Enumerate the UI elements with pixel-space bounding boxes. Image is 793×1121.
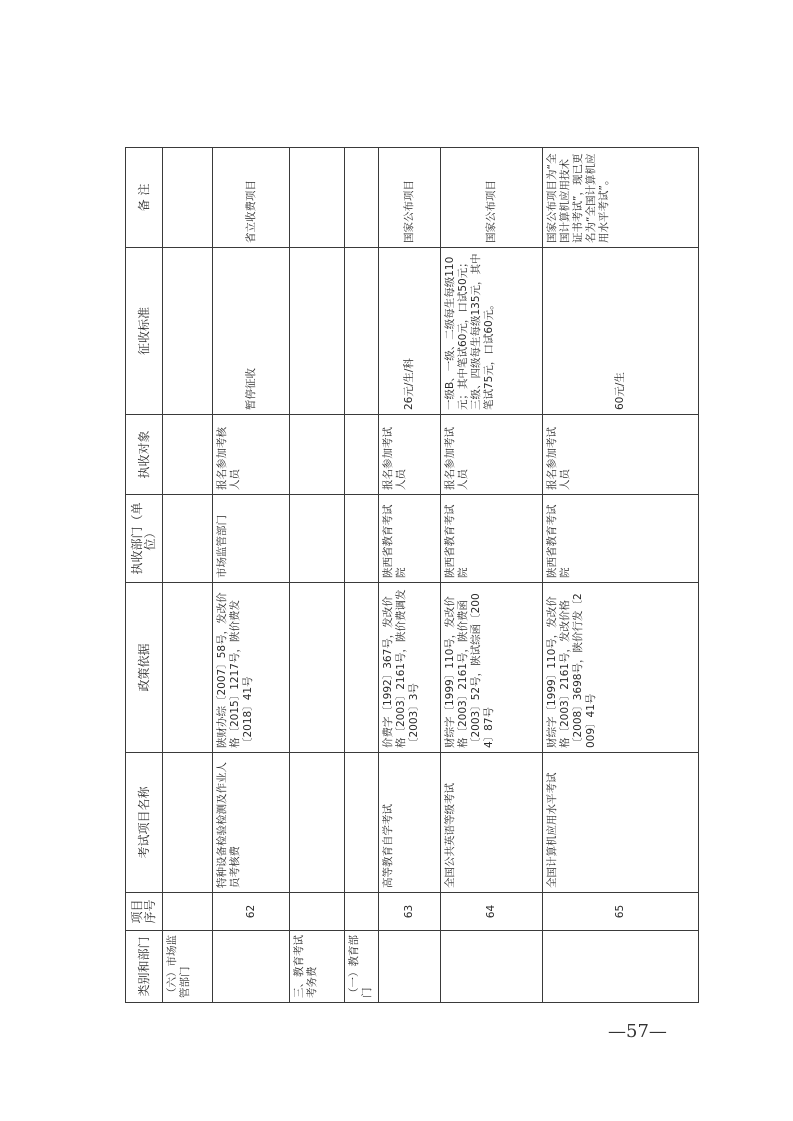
cell-seq: 63 [379,893,441,931]
table-row [379,148,441,1003]
cell-target [290,415,345,495]
cell-category [379,931,441,1003]
cell-standard: 一级B、一级、二级每生每级110元；其中笔试60元，口试50元；三级、四级每生每级135元，其中笔试75元，口试60元。 [441,248,543,415]
cell-standard [163,248,213,415]
cell-remark [290,148,345,248]
cell-dept: 市场监管部门 [213,495,290,583]
cell-category [441,931,543,1003]
header-name: 考试项目名称 [126,753,163,893]
cell-standard: 60元/生 [543,248,699,415]
table-row [345,148,379,1003]
cell-basis: 陕财办综〔2007〕58号，发改价格〔2015〕1217号，陕价费发〔2018〕41号 [213,583,290,753]
table-row [543,148,699,1003]
header-dept: 执收部门（单位） [126,495,163,583]
rotated-table-container [125,148,698,1003]
cell-category [213,931,290,1003]
header-target: 执收对象 [126,415,163,495]
header-basis: 政策依据 [126,583,163,753]
cell-target: 报名参加考试人员 [379,415,441,495]
cell-standard: 26元/生/科 [379,248,441,415]
cell-dept [290,495,345,583]
cell-remark [163,148,213,248]
cell-target: 报名参加考核人员 [213,415,290,495]
cell-name: 全国计算机应用水平考试 [543,753,699,893]
cell-basis: 财综字〔1999〕110号，发改价格〔2003〕2161号，陕价费函〔2003〕52号，陕试综函〔2004〕87号 [441,583,543,753]
cell-remark: 国家公布项目 [379,148,441,248]
fee-table [125,147,699,1003]
cell-seq [290,893,345,931]
cell-target: 报名参加考试人员 [543,415,699,495]
cell-name [290,753,345,893]
table-row [290,148,345,1003]
cell-standard [345,248,379,415]
header-remark: 备 注 [126,148,163,248]
cell-name: 特种设备检验检测及作业人员考核费 [213,753,290,893]
cell-target: 报名参加考试人员 [441,415,543,495]
cell-remark [345,148,379,248]
cell-name [163,753,213,893]
cell-seq [345,893,379,931]
cell-basis: 财综字〔1999〕110号，发改价格〔2003〕2161号，发改价格〔2008〕3698号，陕价行发〔2009〕41号 [543,583,699,753]
header-row [126,148,163,1003]
cell-dept: 陕西省教育考试院 [543,495,699,583]
cell-remark: 国家公布项目 [441,148,543,248]
cell-category: （六）市场监管部门 [163,931,213,1003]
cell-name [345,753,379,893]
table-row [163,148,213,1003]
cell-remark: 省立收费项目 [213,148,290,248]
cell-name: 高等教育自学考试 [379,753,441,893]
header-seq: 项目序号 [126,893,163,931]
cell-seq: 64 [441,893,543,931]
cell-remark: 国家公布项目为“全国计算机应用技术证书考试”，现已更名为“全国计算机应用水平考试”。 [543,148,699,248]
cell-dept [345,495,379,583]
cell-name: 全国公共英语等级考试 [441,753,543,893]
cell-basis [290,583,345,753]
cell-target [163,415,213,495]
cell-seq [163,893,213,931]
cell-standard [290,248,345,415]
cell-category [543,931,699,1003]
cell-standard: 暂停征收 [213,248,290,415]
table-row [213,148,290,1003]
cell-basis [163,583,213,753]
page-number: —57— [608,1021,667,1042]
cell-dept: 陕西省教育考试院 [441,495,543,583]
cell-basis [345,583,379,753]
table-row [441,148,543,1003]
cell-seq: 65 [543,893,699,931]
cell-dept: 陕西省教育考试院 [379,495,441,583]
cell-category: 三、教育考试考务费 [290,931,345,1003]
cell-target [345,415,379,495]
cell-dept [163,495,213,583]
header-category: 类别和部门 [126,931,163,1003]
cell-basis: 价费字〔1992〕367号，发改价格〔2003〕2161号，陕价费调发〔2003〕3号 [379,583,441,753]
cell-seq: 62 [213,893,290,931]
header-standard: 征收标准 [126,248,163,415]
cell-category: （一）教育部门 [345,931,379,1003]
